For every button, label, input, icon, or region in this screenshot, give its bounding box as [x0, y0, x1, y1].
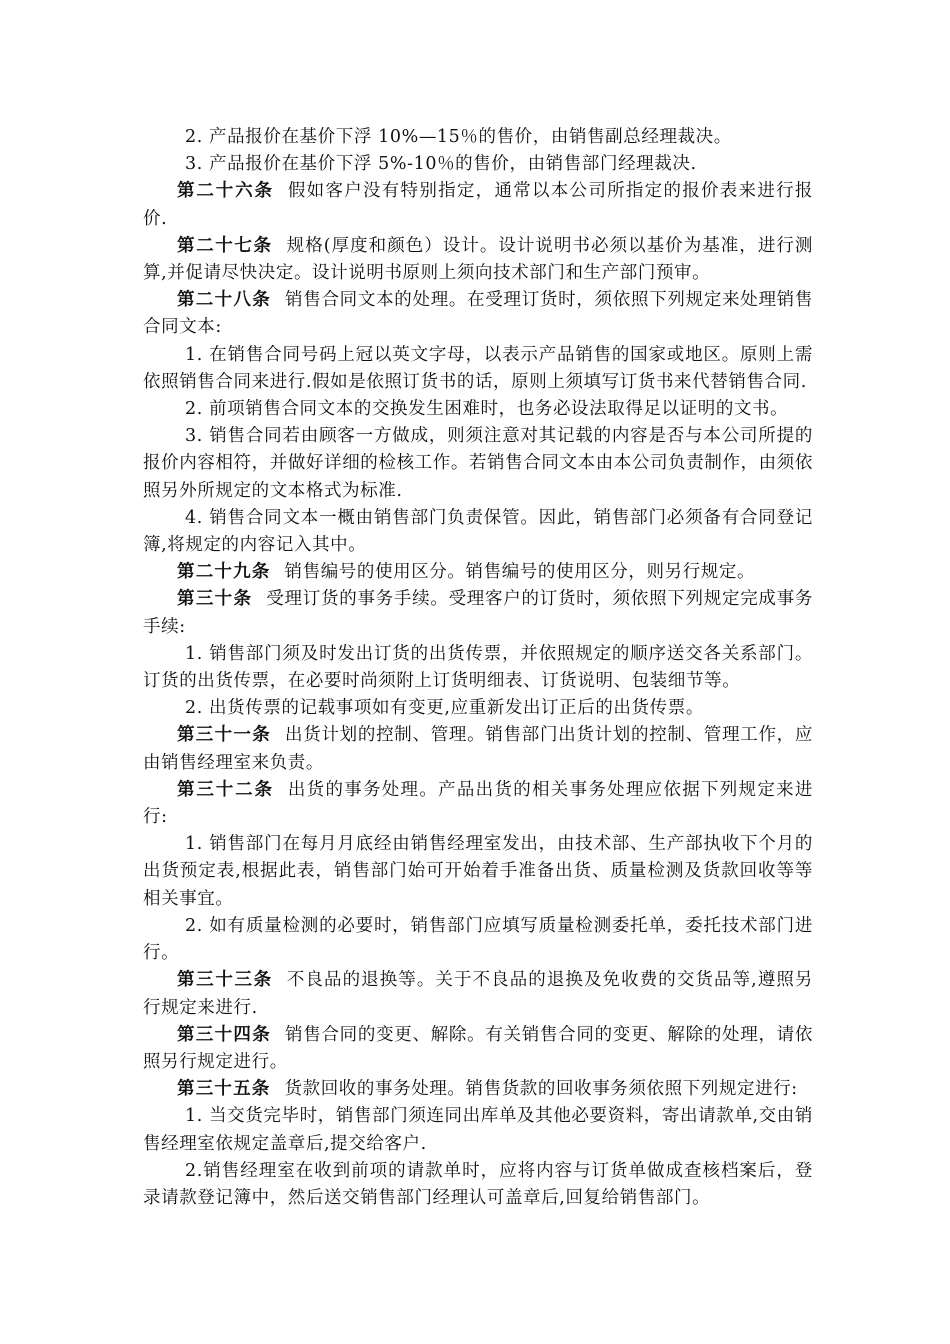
paragraph-text: 2.销售经理室在收到前项的请款单时，应将内容与订货单做成查核档案后，登录请款登记簿中，然后送交销售部门经理认可盖章后,回复给销售部门。	[143, 1160, 813, 1208]
paragraph-text: 不良品的退换等。关于不良品的退换及免收费的交货品等,遵照另行规定来进行.	[143, 970, 813, 1018]
paragraph-text: 2. 产品报价在基价下浮 10%—15％的售价，由销售副总经理裁决。	[185, 127, 732, 147]
article-paragraph	[143, 178, 813, 232]
paragraph-text: 1. 销售部门在每月月底经由销售经理室发出，由技术部、生产部执收下个月的出货预定表,根据此表，销售部门始可开始着手准备出货、质量检测及货款回收等等相关事宜。	[143, 834, 813, 909]
article-paragraph	[143, 1076, 813, 1103]
paragraph-text: 3. 销售合同若由顾客一方做成，则须注意对其记载的内容是否与本公司所提的报价内容相符，并做好详细的检核工作。若销售合同文本由本公司负责制作，由须依照另外所规定的文本格式为标准.	[143, 426, 813, 501]
paragraph-text: 假如客户没有特别指定，通常以本公司所指定的报价表来进行报价.	[143, 181, 813, 229]
paragraph-text: 出货计划的控制、管理。销售部门出货计划的控制、管理工作，应由销售经理室来负责。	[143, 725, 813, 773]
list-item	[143, 124, 813, 151]
paragraph-text: 规格(厚度和颜色）设计。设计说明书必须以基价为基准，进行测算,并促请尽快决定。设计说明书原则上须向技术部门和生产部门预审。	[143, 235, 814, 284]
article-title: 第三十一条	[177, 725, 272, 746]
list-item	[143, 641, 813, 695]
paragraph-text: 1. 在销售合同号码上冠以英文字母，以表示产品销售的国家或地区。原则上需依照销售合同来进行.假如是依照订货书的话，原则上须填写订货书来代替销售合同.	[143, 344, 813, 392]
article-paragraph	[143, 586, 813, 640]
article-paragraph	[143, 559, 813, 586]
paragraph-text: 销售合同文本的处理。在受理订货时，须依照下列规定来处理销售合同文本:	[143, 290, 813, 338]
article-title: 第三十四条	[177, 1024, 272, 1045]
article-title: 第三十二条	[177, 779, 274, 800]
article-title: 第二十八条	[177, 290, 272, 311]
list-item	[143, 396, 813, 423]
article-paragraph	[143, 777, 813, 831]
paragraph-text: 1. 销售部门须及时发出订货的出货传票，并依照规定的顺序送交各关系部门。订货的出货传票，在必要时尚须附上订货明细表、订货说明、包装细节等。	[143, 643, 813, 692]
list-item	[143, 1158, 813, 1212]
article-paragraph	[143, 967, 813, 1021]
list-item	[143, 505, 813, 559]
article-title: 第二十六条	[177, 181, 274, 202]
list-item	[143, 831, 813, 913]
article-title: 第二十七条	[177, 235, 273, 256]
article-paragraph	[143, 722, 813, 776]
paragraph-text: 2. 出货传票的记载事项如有变更,应重新发出订正后的出货传票。	[185, 698, 704, 719]
paragraph-text: 货款回收的事务处理。销售货款的回收事务须依照下列规定进行:	[284, 1079, 798, 1100]
list-item	[143, 1103, 813, 1157]
paragraph-text: 4. 销售合同文本一概由销售部门负责保管。因此，销售部门必须备有合同登记簿,将规定的内容记入其中。	[143, 507, 813, 556]
paragraph-text: 受理订货的事务手续。受理客户的订货时，须依照下列规定完成事务手续:	[143, 589, 813, 637]
article-paragraph	[143, 1022, 813, 1076]
article-title: 第三十条	[177, 589, 253, 610]
paragraph-text: 2. 前项销售合同文本的交换发生困难时，也务必设法取得足以证明的文书。	[185, 399, 789, 420]
document-body	[143, 124, 813, 1212]
paragraph-text: 3. 产品报价在基价下浮 5%-10％的售价，由销售部门经理裁决.	[185, 154, 697, 175]
paragraph-text: 销售编号的使用区分。销售编号的使用区分，则另行规定。	[284, 562, 756, 583]
list-item	[143, 695, 813, 722]
article-paragraph	[143, 233, 813, 287]
list-item	[143, 151, 813, 178]
article-title: 第三十三条	[177, 970, 273, 991]
paragraph-text: 销售合同的变更、解除。有关销售合同的变更、解除的处理，请依照另行规定进行。	[143, 1024, 813, 1072]
paragraph-text: 1. 当交货完毕时，销售部门须连同出库单及其他必要资料，寄出请款单,交由销售经理室依规定盖章后,提交给客户.	[143, 1106, 813, 1154]
paragraph-text: 2. 如有质量检测的必要时，销售部门应填写质量检测委托单，委托技术部门进行。	[143, 915, 813, 964]
article-title: 第三十五条	[177, 1079, 271, 1100]
list-item	[143, 913, 813, 967]
paragraph-text: 出货的事务处理。产品出货的相关事务处理应依据下列规定来进行:	[143, 779, 813, 828]
article-paragraph	[143, 287, 813, 341]
list-item	[143, 342, 813, 396]
article-title: 第二十九条	[177, 562, 271, 583]
list-item	[143, 423, 813, 505]
